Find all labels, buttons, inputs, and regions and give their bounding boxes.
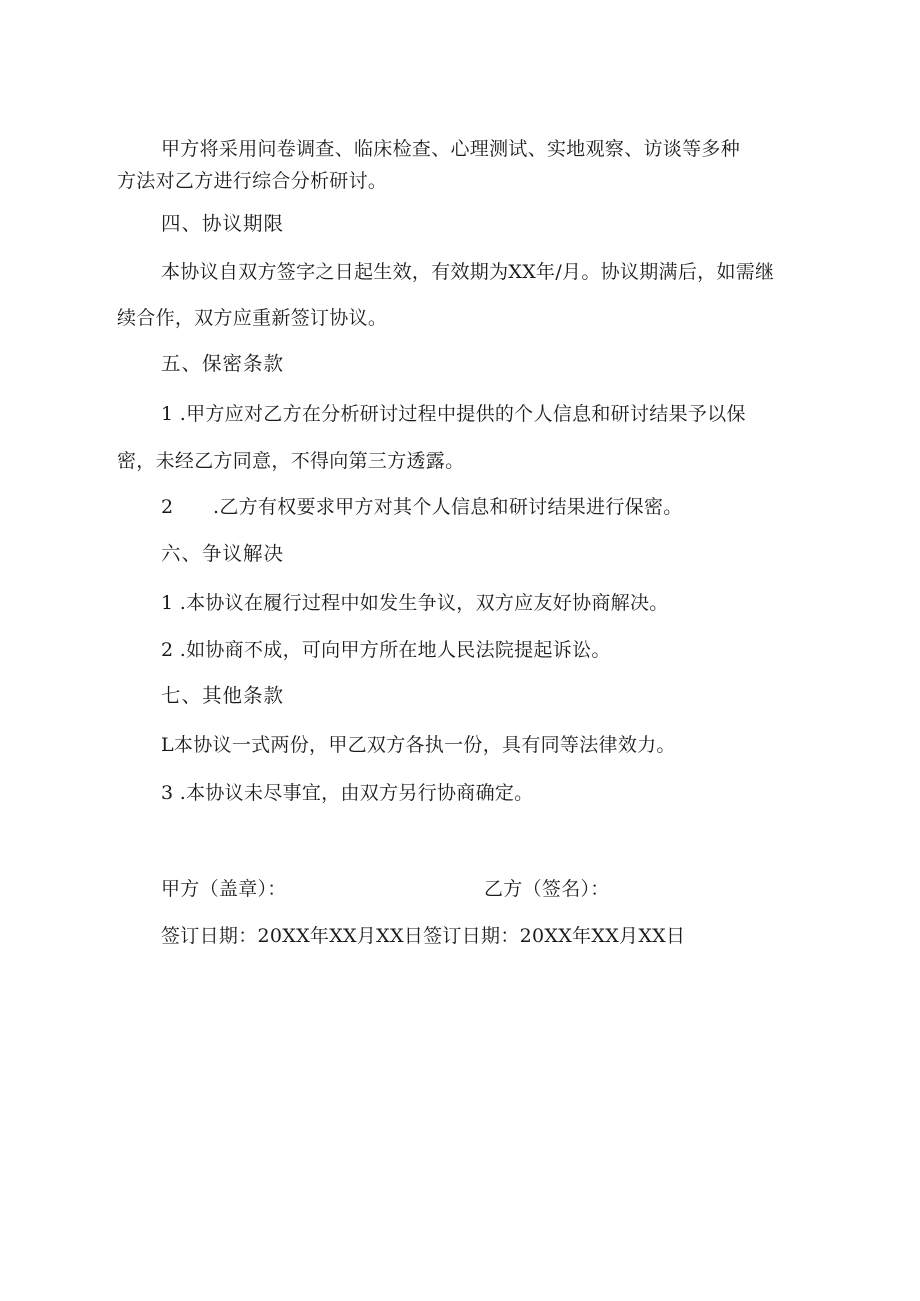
section5-item2-number: 2: [161, 496, 174, 518]
section5-item1-text: .甲方应对乙方在分析研讨过程中提供的个人信息和研讨结果予以保: [173, 403, 746, 425]
section5-item2-text: .乙方有权要求甲方对其个人信息和研讨结果进行保密。: [213, 496, 683, 518]
section7-item3-number: 3: [161, 782, 174, 804]
section6-item2-text: .如协商不成，可向甲方所在地人民法院提起诉讼。: [173, 639, 611, 661]
party-a-seal-label: 甲方（盖章）：: [161, 878, 287, 900]
section5-item1-line2: 密，未经乙方同意，不得向第三方透露。: [117, 450, 465, 472]
section6-item2: [161, 637, 611, 663]
method-paragraph-line1: 甲方将采用问卷调查、临床检查、心理测试、实地观察、访谈等多种: [161, 138, 741, 160]
section6-item2-number: 2: [161, 639, 174, 661]
section6-item1: [161, 590, 669, 616]
section4-heading: 四、协议期限: [161, 212, 285, 235]
section4-paragraph-line2: 续合作，双方应重新签订协议。: [117, 307, 388, 329]
section6-heading: 六、争议解决: [161, 542, 285, 565]
section5-item1-line1: [161, 401, 746, 427]
section7-item3-text: .本协议未尽事宜，由双方另行协商确定。: [173, 782, 534, 804]
section7-item3: [161, 780, 533, 806]
signing-dates: 签订日期：20XX年XX月XX日签订日期：20XX年XX月XX日: [161, 925, 686, 947]
section5-heading: 五、保密条款: [161, 352, 285, 375]
section7-item1: L本协议一式两份，甲乙双方各执一份，具有同等法律效力。: [161, 734, 676, 756]
section4-paragraph-line1: 本协议自双方签字之日起生效，有效期为XX年/月。协议期满后，如需继: [161, 261, 775, 283]
method-paragraph-line2: 方法对乙方进行综合分析研讨。: [117, 170, 388, 192]
section6-item1-text: .本协议在履行过程中如发生争议，双方应友好协商解决。: [173, 592, 669, 614]
section6-item1-number: 1: [161, 592, 174, 614]
section7-heading: 七、其他条款: [161, 684, 285, 707]
party-b-signature-label: 乙方（签名）：: [484, 878, 610, 900]
section5-item1-number: 1: [161, 403, 174, 425]
section5-item2: [161, 494, 683, 520]
